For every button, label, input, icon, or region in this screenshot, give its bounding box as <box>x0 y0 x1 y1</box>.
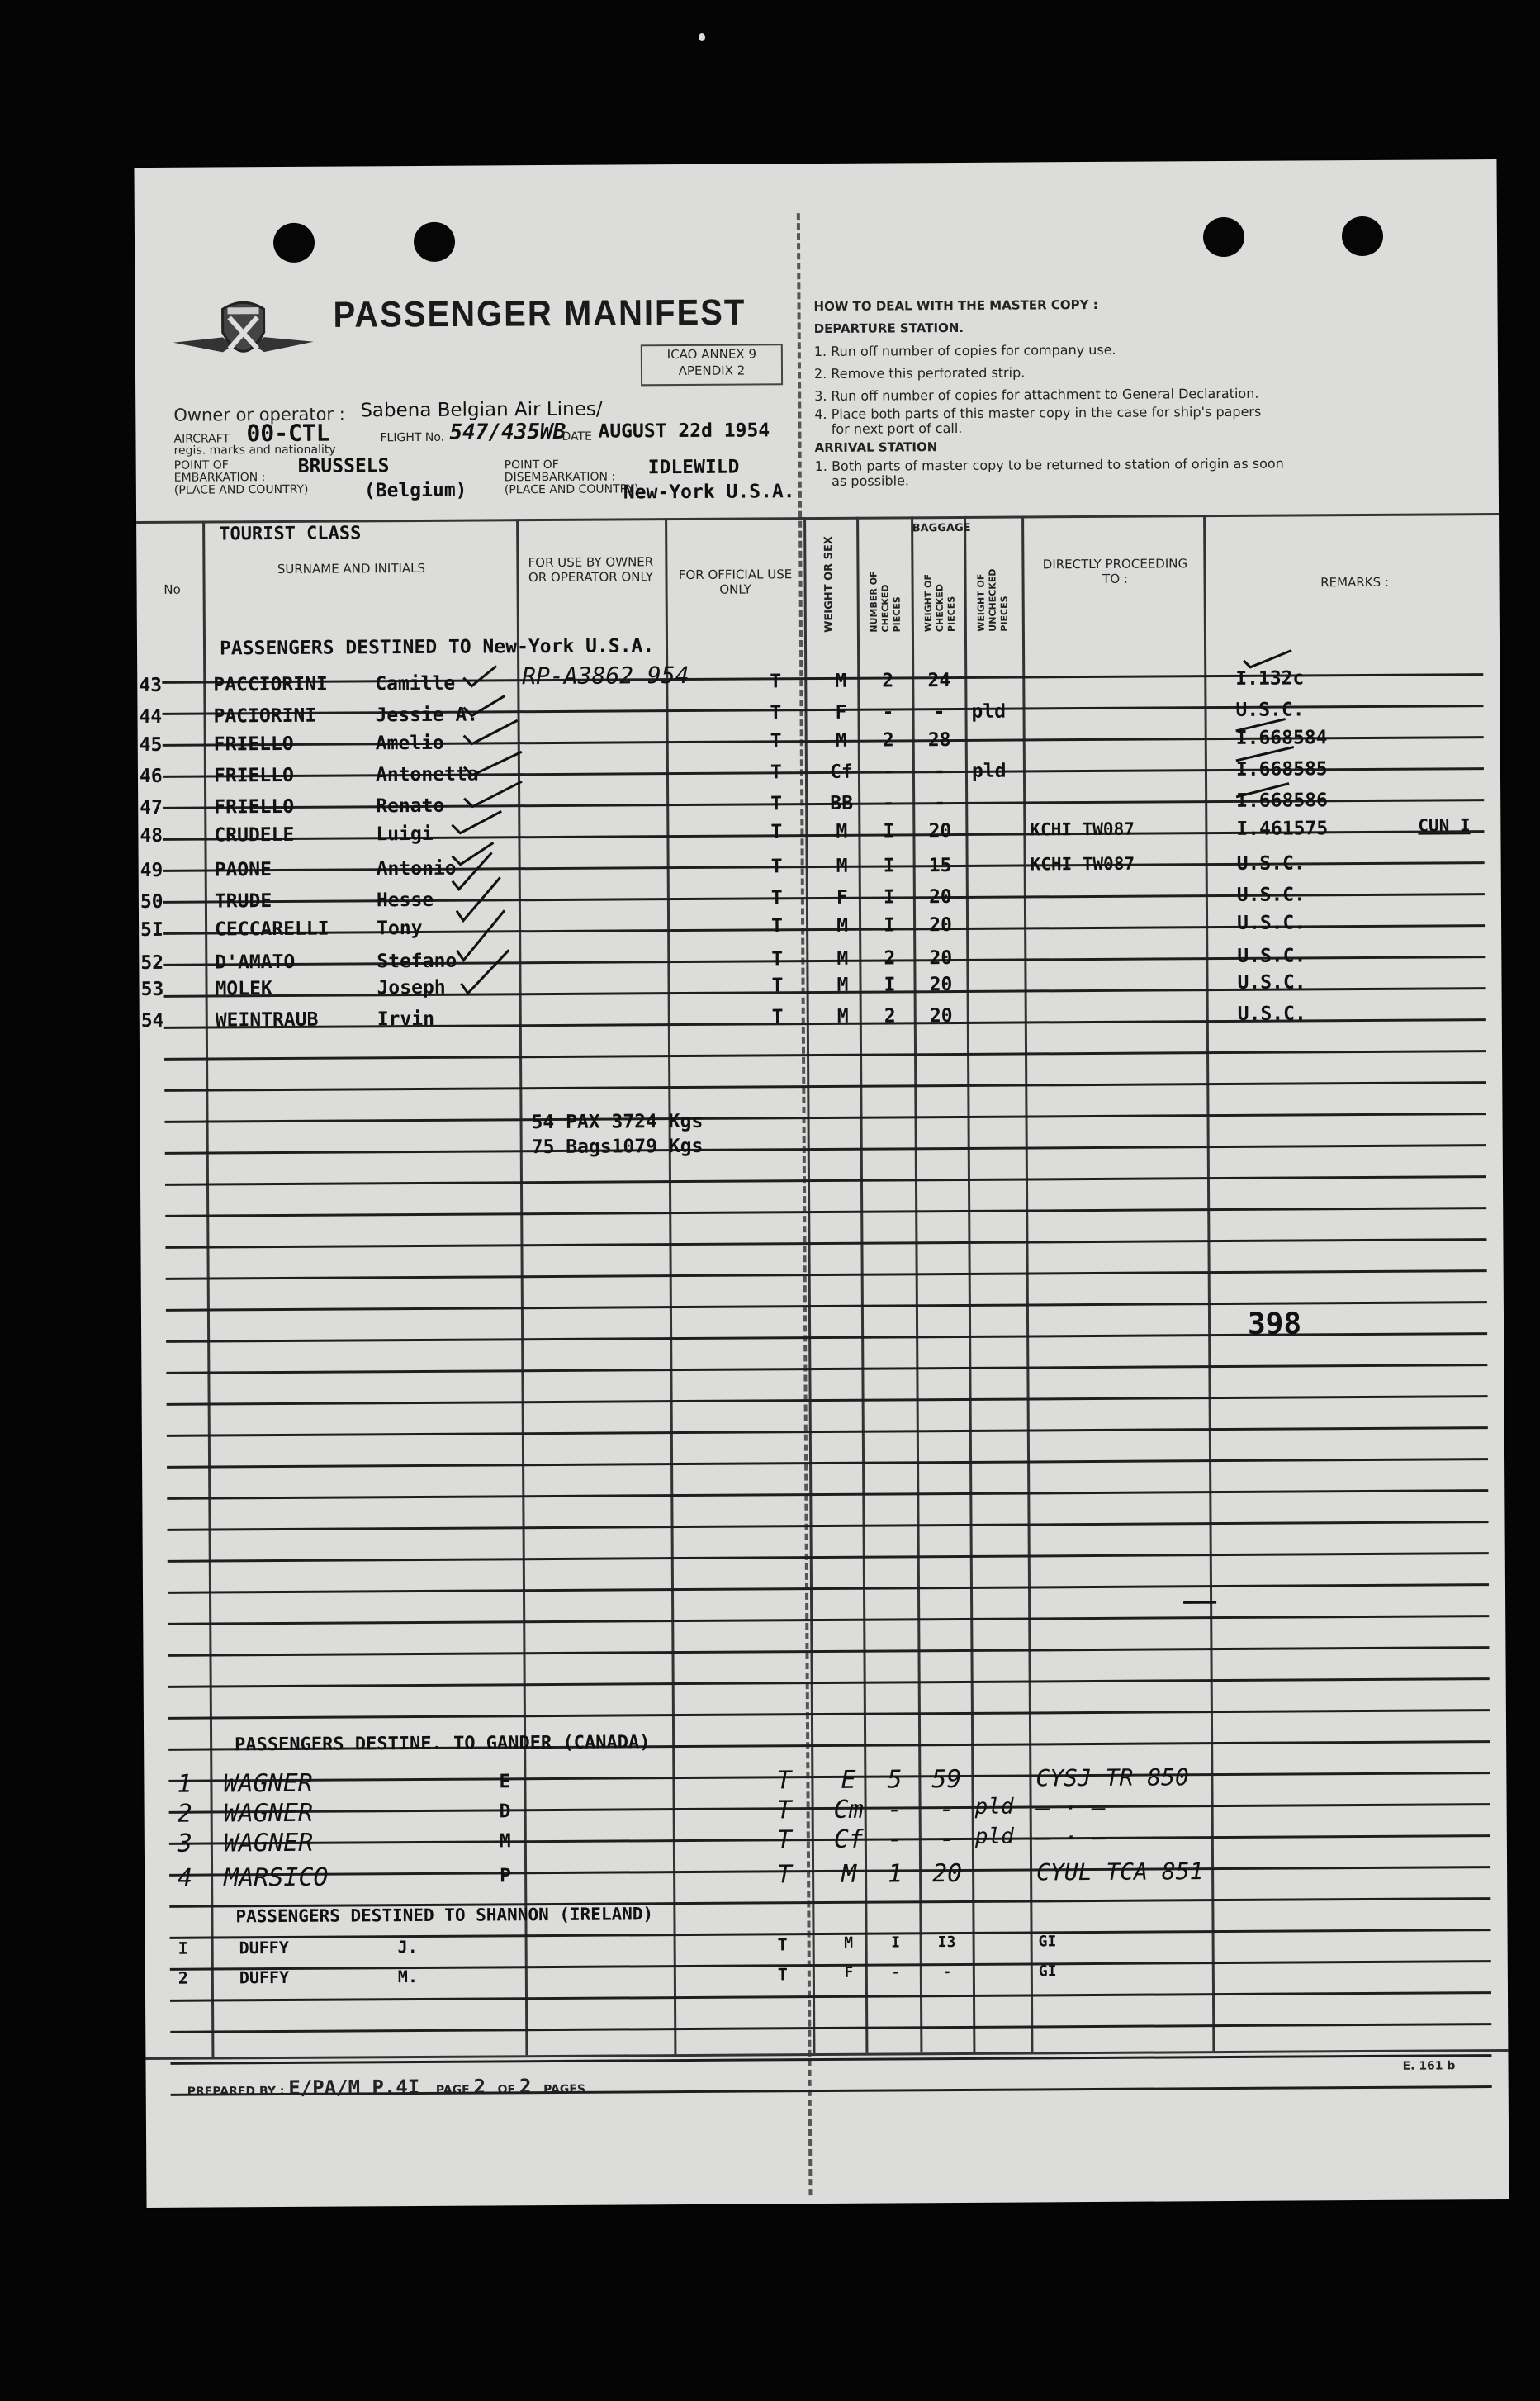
owner-label: Owner or operator : <box>173 404 345 425</box>
instruction-item: 1. Run off number of copies for company use. <box>813 341 1116 360</box>
unchecked-weight: pld <box>971 760 1007 782</box>
remarks: I.668585 <box>1235 758 1328 781</box>
embark-city: BRUSSELS <box>297 455 390 477</box>
date-value: AUGUST 22d 1954 <box>598 420 770 443</box>
checked-pieces: - <box>882 701 894 724</box>
header-remarks: REMARKS : <box>1320 574 1389 591</box>
checked-weight: 20 <box>929 974 953 996</box>
ruled-line <box>168 1521 1489 1531</box>
unchecked-weight: pld <box>971 700 1007 723</box>
sex: M <box>835 729 847 752</box>
embark-label-1: POINT OF <box>173 458 229 472</box>
header-directly: DIRECTLY PROCEEDING TO : <box>1042 556 1188 586</box>
ruled-line <box>165 1238 1486 1249</box>
remarks: U.S.C. <box>1236 852 1305 875</box>
section-gander: PASSENGERS DESTINE. TO GANDER (CANADA) <box>235 1732 651 1756</box>
passenger-surname: FRIELLO <box>213 764 294 787</box>
ruled-line <box>167 1489 1488 1500</box>
remarks: U.S.C. <box>1237 945 1306 967</box>
weight-code: T <box>770 730 782 752</box>
checked-weight: 15 <box>928 855 952 877</box>
header-no: No <box>163 581 181 597</box>
passenger-given-name: Renato <box>376 795 445 818</box>
sex: BB <box>830 792 854 814</box>
passenger-no: 54 <box>140 1009 164 1032</box>
sex: M <box>841 1859 857 1889</box>
checked-pieces: 2 <box>882 670 894 692</box>
col-divider <box>803 517 815 2053</box>
ruled-line <box>168 1615 1489 1625</box>
weight-code: T <box>777 1860 793 1890</box>
remarks: I.461575 <box>1236 818 1329 840</box>
checked-weight: 20 <box>929 947 953 970</box>
checked-weight: 24 <box>927 670 951 692</box>
ruled-line <box>165 1175 1486 1186</box>
checked-weight: - <box>942 1963 952 1981</box>
prepared-label: PREPARED BY : <box>187 2084 285 2099</box>
checked-weight: 20 <box>931 1858 963 1889</box>
prepared-value: E/PA/M P.4I <box>288 2075 420 2100</box>
remark-extra: CUN I <box>1418 815 1471 836</box>
proceeding-to: KCHI TW087 <box>1030 819 1135 840</box>
icao-line-2: APENDIX 2 <box>678 363 746 379</box>
checked-weight: 20 <box>928 886 952 909</box>
passenger-surname: PAONE <box>214 859 272 881</box>
passenger-no: 48 <box>140 824 163 847</box>
header-baggage: BAGGAGE <box>912 521 971 535</box>
of-value: 2 <box>519 2075 532 2099</box>
passenger-surname: PACIORINI <box>213 705 317 728</box>
proceeding-to: GI <box>1038 1933 1057 1951</box>
passenger-surname: WAGNER <box>223 1828 314 1858</box>
pages-label: PAGES <box>543 2082 586 2097</box>
passenger-no: 45 <box>139 733 163 757</box>
remarks: I.668586 <box>1236 790 1329 812</box>
disembark-label-1: POINT OF <box>504 458 559 472</box>
weight-code: T <box>770 702 782 724</box>
form-number: E. 161 b <box>1402 2059 1456 2073</box>
aircraft-value: 00-CTL <box>246 419 330 448</box>
passenger-no: 49 <box>140 859 163 882</box>
weight-code: T <box>777 1964 788 1985</box>
of-label: OF <box>497 2083 516 2097</box>
sex: Cm <box>833 1795 864 1824</box>
checked-pieces: I <box>883 886 895 909</box>
passenger-surname: WEINTRAUB <box>215 1008 319 1032</box>
checked-weight: - <box>939 1824 955 1854</box>
passenger-no: 5I <box>140 918 163 942</box>
checked-weight: 20 <box>929 1005 953 1027</box>
passenger-given-name: Stefano <box>377 950 457 973</box>
manifest-table <box>136 513 1508 2057</box>
checked-weight: - <box>939 1795 955 1824</box>
sex: F <box>836 886 848 909</box>
sex: M <box>836 820 848 842</box>
passenger-no: 4 <box>178 1863 193 1893</box>
passenger-no: 47 <box>140 796 163 819</box>
checked-pieces: I <box>883 820 895 842</box>
unchecked-weight: pld <box>974 1824 1014 1849</box>
passenger-given-name: Camille <box>375 672 456 695</box>
ruled-line <box>168 1646 1489 1657</box>
arrival-item: as possible. <box>814 472 910 490</box>
punch-hole <box>273 223 315 263</box>
ruled-line <box>166 1364 1487 1374</box>
flight-value: 547/435WB <box>449 419 566 445</box>
weight-code: T <box>771 948 784 970</box>
checked-pieces: - <box>891 1963 901 1981</box>
passenger-initial: E <box>499 1771 511 1793</box>
remarks: U.S.C. <box>1237 912 1306 934</box>
checked-pieces: - <box>883 792 895 814</box>
passenger-initial: P <box>500 1865 512 1887</box>
checked-pieces: 5 <box>887 1765 903 1795</box>
ruled-line <box>167 1458 1488 1469</box>
sex: F <box>835 701 847 724</box>
checked-pieces: I <box>884 974 896 996</box>
ruled-line <box>167 1426 1488 1437</box>
ruled-line <box>164 1081 1486 1092</box>
passenger-surname: CECCARELLI <box>215 918 329 941</box>
section-shannon: PASSENGERS DESTINED TO SHANNON (IRELAND) <box>235 1904 654 1927</box>
weight-code: T <box>777 1934 788 1955</box>
passenger-given-name: Irvin <box>377 1008 435 1031</box>
col-divider <box>1203 515 1215 2051</box>
disembark-label-2: DISEMBARKATION : <box>504 470 616 485</box>
disembark-label-3: (PLACE AND COUNTRY) <box>504 482 639 497</box>
passenger-surname: CRUDELE <box>214 823 295 847</box>
weight-code: T <box>771 1006 784 1028</box>
page-note: 398 <box>1247 1307 1302 1341</box>
weight-code: T <box>770 856 783 878</box>
disembark-city: IDLEWILD <box>647 456 740 479</box>
icao-annex-box <box>641 344 783 386</box>
weight-code: T <box>776 1766 792 1796</box>
passenger-surname: MOLEK <box>215 978 272 1000</box>
remarks: I.132c <box>1235 667 1305 690</box>
owner-value: Sabena Belgian Air Lines/ <box>360 398 603 422</box>
checked-pieces: 2 <box>884 1005 896 1027</box>
passenger-no: 2 <box>178 1967 188 1988</box>
punch-hole <box>1203 217 1244 257</box>
header-official-use: FOR OFFICIAL USE ONLY <box>678 567 793 597</box>
sex: F <box>844 1963 854 1981</box>
sex: M <box>836 947 849 970</box>
totals-bags: 75 Bags1079 Kgs <box>531 1135 704 1159</box>
header-owner-use: FOR USE BY OWNER OR OPERATOR ONLY <box>528 554 654 586</box>
passenger-given-name: Amelio <box>375 732 444 755</box>
instruction-item: 4. Place both parts of this master copy in the case for ship's papers <box>814 403 1262 423</box>
passenger-surname: DUFFY <box>239 1937 289 1958</box>
checked-pieces: - <box>882 761 894 783</box>
passenger-surname: WAGNER <box>223 1798 314 1829</box>
checked-weight: 59 <box>931 1764 962 1795</box>
date-label: DATE <box>562 429 592 444</box>
col-divider <box>1021 515 1033 2052</box>
proceeding-to: GI <box>1038 1962 1057 1981</box>
passenger-surname: MARSICO <box>224 1862 329 1893</box>
passenger-surname: TRUDE <box>214 890 272 913</box>
col-divider <box>665 518 676 2054</box>
checked-pieces: I <box>891 1934 901 1952</box>
passenger-no: 43 <box>139 674 163 697</box>
ruled-line <box>165 1144 1486 1155</box>
sex: M <box>836 1005 849 1027</box>
document-title: PASSENGER MANIFEST <box>333 292 746 335</box>
sex: M <box>844 1934 854 1952</box>
unchecked-weight: pld <box>974 1794 1014 1820</box>
owner-use-note: RP-A3862 954 <box>522 661 689 690</box>
sex: E <box>841 1765 856 1795</box>
ruled-line <box>168 1583 1489 1594</box>
icao-line-1: ICAO ANNEX 9 <box>666 346 757 363</box>
sex: M <box>836 974 849 996</box>
weight-code: T <box>770 671 782 693</box>
table-top-border <box>136 513 1499 524</box>
passenger-surname: DUFFY <box>239 1967 290 1988</box>
sabena-logo-icon <box>173 299 314 371</box>
passenger-no: 53 <box>140 978 164 1001</box>
departure-heading: DEPARTURE STATION. <box>813 320 964 337</box>
passenger-no: 46 <box>139 765 163 788</box>
sex: Cf <box>833 1824 865 1854</box>
arrival-item: 1. Both parts of master copy to be returned to station of origin as soon <box>814 455 1284 475</box>
weight-code: T <box>770 762 782 784</box>
disembark-country: New-York U.S.A. <box>623 481 795 504</box>
remarks: U.S.C. <box>1237 971 1306 994</box>
checked-weight: 20 <box>929 914 953 937</box>
checked-weight: 20 <box>928 820 952 842</box>
passenger-given-name: Jessie A. <box>375 704 479 727</box>
remarks: I.668584 <box>1235 727 1328 749</box>
passenger-no: 50 <box>140 890 163 913</box>
checked-pieces: - <box>887 1824 903 1854</box>
regis-label: regis. marks and nationality <box>173 443 336 458</box>
section-newyork: PASSENGERS DESTINED TO New-York U.S.A. <box>219 635 655 660</box>
col-divider <box>516 519 528 2055</box>
checked-pieces: I <box>883 855 895 877</box>
proceeding-to: CYSJ TR 850 <box>1035 1763 1189 1792</box>
weight-code: T <box>770 793 783 815</box>
ruled-line <box>168 1709 1490 1720</box>
ruled-line <box>170 2023 1491 2033</box>
speck <box>699 33 705 41</box>
checked-weight: 28 <box>927 729 951 752</box>
passenger-no: 52 <box>140 951 164 975</box>
passenger-surname: WAGNER <box>223 1768 313 1799</box>
checked-pieces: I <box>884 914 896 937</box>
aircraft-label: AIRCRAFT <box>173 432 230 446</box>
checked-pieces: 2 <box>882 729 894 752</box>
passenger-surname: D'AMATO <box>215 951 296 974</box>
instruction-item: for next port of call. <box>814 420 963 438</box>
checked-weight: I3 <box>937 1934 956 1952</box>
sex: Cf <box>830 761 853 783</box>
proceeding-to: KCHI TW087 <box>1030 853 1135 875</box>
sex: M <box>836 855 848 877</box>
proceeding-to: — · — <box>1035 1793 1106 1822</box>
passenger-given-name: Tony <box>377 917 423 940</box>
page-value: 2 <box>473 2075 486 2099</box>
remarks: U.S.C. <box>1236 884 1306 906</box>
ruled-line <box>170 1991 1491 2002</box>
ruled-line <box>166 1269 1487 1280</box>
embark-label-3: (PLACE AND COUNTRY) <box>173 482 309 497</box>
embark-country: (Belgium) <box>363 479 467 502</box>
ruled-line <box>165 1207 1486 1217</box>
totals-pax: 54 PAX 3724 Kgs <box>531 1110 704 1134</box>
passenger-no: 2 <box>177 1799 192 1829</box>
passenger-given-name: Joseph <box>377 976 446 999</box>
checked-weight: - <box>933 761 945 783</box>
punch-hole <box>414 222 455 262</box>
passenger-initial: M <box>499 1830 511 1853</box>
passenger-surname: FRIELLO <box>214 795 295 819</box>
embark-label-2: EMBARKATION : <box>173 471 266 485</box>
checked-pieces: 1 <box>887 1859 903 1889</box>
proceeding-to: CYUL TCA 851 <box>1035 1858 1204 1886</box>
instructions-title: HOW TO DEAL WITH THE MASTER COPY : <box>813 297 1098 315</box>
passenger-surname: PACCIORINI <box>213 673 328 696</box>
passenger-no: 3 <box>177 1829 193 1858</box>
header-surname: SURNAME AND INITIALS <box>277 560 426 577</box>
col-divider <box>202 521 214 2057</box>
passenger-surname: FRIELLO <box>213 733 294 756</box>
weight-code: T <box>771 915 784 937</box>
page-label: PAGE <box>435 2083 470 2097</box>
punch-hole <box>1342 216 1383 256</box>
manifest-sheet <box>134 159 1509 2208</box>
footer <box>187 2075 585 2100</box>
header-weight-sex: WEIGHT OR SEX <box>822 536 836 633</box>
checked-pieces: 2 <box>884 947 896 970</box>
arrival-heading: ARRIVAL STATION <box>814 439 938 456</box>
proceeding-to: — · — <box>1035 1823 1106 1852</box>
weight-code: T <box>776 1796 792 1825</box>
passenger-no: 44 <box>139 705 163 728</box>
remarks: U.S.C. <box>1237 1003 1306 1025</box>
master-copy-instructions <box>813 292 1458 489</box>
weight-code: T <box>771 975 784 997</box>
class-label: TOURIST CLASS <box>219 523 362 545</box>
checked-weight: - <box>934 792 946 814</box>
checked-pieces: - <box>887 1795 903 1824</box>
ruled-line <box>164 1050 1486 1061</box>
passenger-given-name: Hesse <box>376 889 434 912</box>
flight-label: FLIGHT No. <box>380 430 445 445</box>
passenger-initial: M. <box>397 1967 419 1987</box>
checked-weight: - <box>933 701 945 724</box>
instruction-item: 3. Run off number of copies for attachment to General Declaration. <box>814 385 1259 405</box>
passenger-given-name: Antonio <box>376 857 457 880</box>
sex: M <box>836 914 849 937</box>
weight-code: T <box>776 1825 793 1855</box>
ruled-line <box>167 1395 1488 1406</box>
ruled-line <box>168 1552 1489 1563</box>
ruled-line <box>168 1677 1490 1688</box>
header-weight-checked: WEIGHT OF CHECKED PIECES <box>922 573 957 633</box>
header-num-checked: NUMBER OF CHECKED PIECES <box>868 571 903 633</box>
instruction-item: 2. Remove this perforated strip. <box>813 364 1026 382</box>
remarks: U.S.C. <box>1235 699 1305 721</box>
passenger-no: I <box>178 1938 188 1958</box>
weight-code: T <box>770 821 783 843</box>
sex: M <box>835 670 847 692</box>
passenger-initial: J. <box>397 1937 418 1957</box>
ruled-line <box>165 1113 1486 1123</box>
weight-code: T <box>770 887 783 909</box>
passenger-given-name: Antonetta <box>375 763 479 786</box>
passenger-given-name: Luigi <box>376 823 434 846</box>
passenger-initial: D <box>499 1801 511 1823</box>
header-weight-unchecked: WEIGHT OF UNCHECKED PIECES <box>975 568 1010 632</box>
passenger-no: 1 <box>177 1769 192 1799</box>
